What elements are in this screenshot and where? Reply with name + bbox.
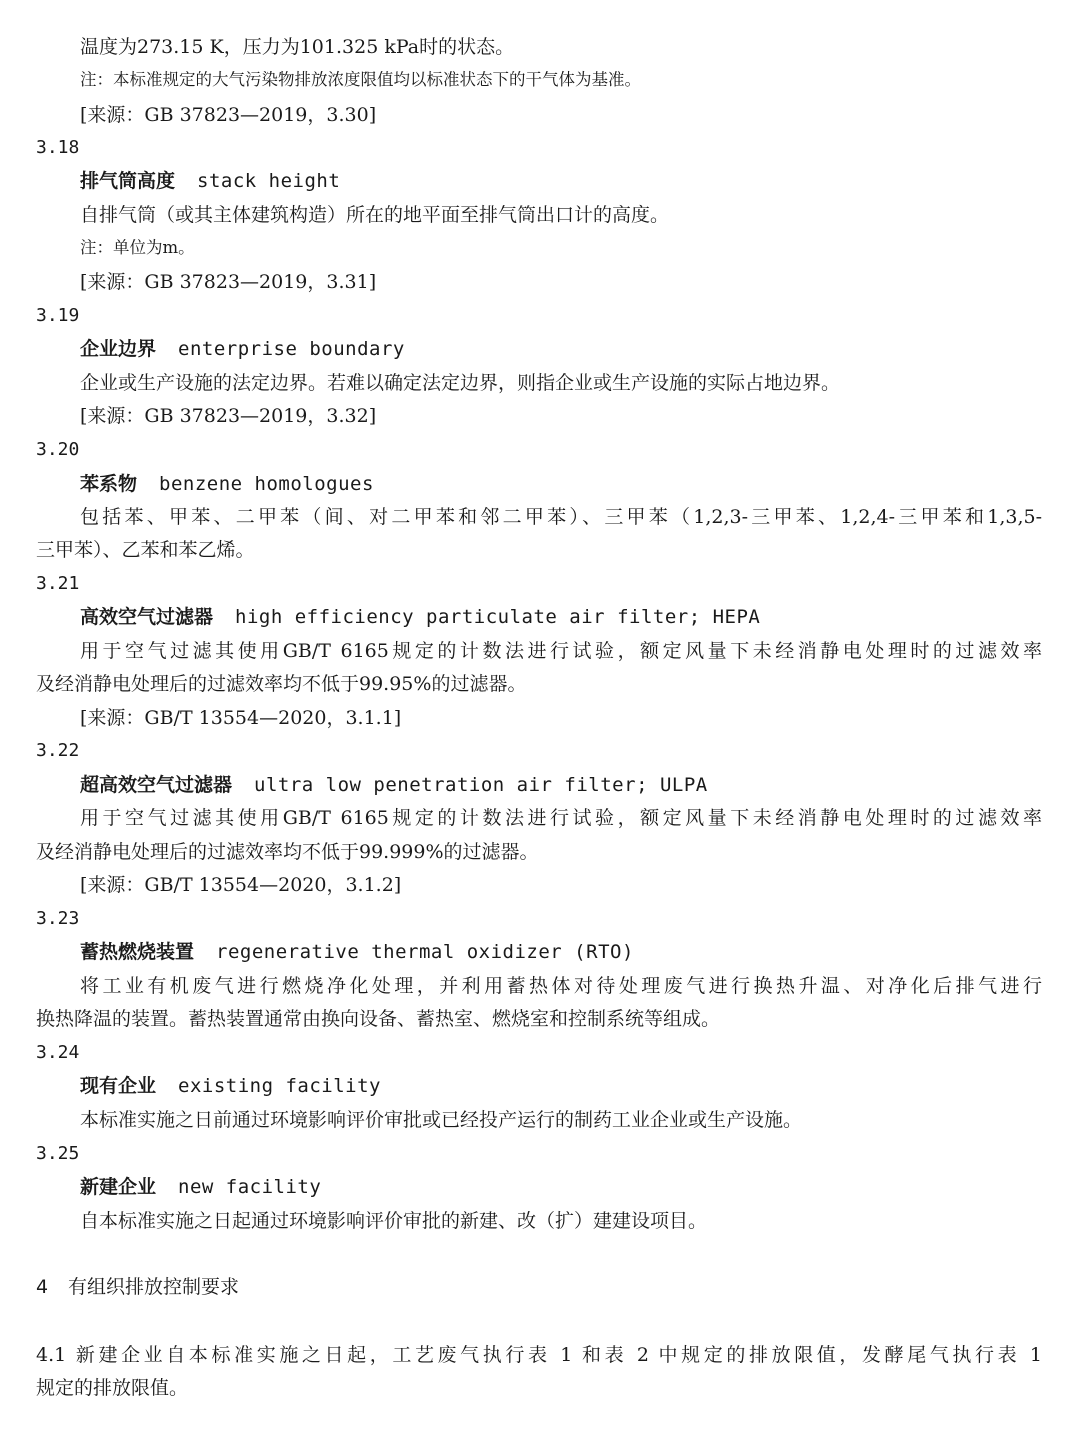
term-zh: 企业边界 bbox=[80, 338, 157, 360]
source-citation: [来源：GB/T 13554—2020，3.1.1] bbox=[80, 707, 402, 729]
definition-line: 将工业有机废气进行燃烧净化处理，并利用蓄热体对待处理废气进行换热升温、对净化后排气进行 bbox=[80, 975, 1042, 997]
clause-number: 3.22 bbox=[36, 740, 80, 761]
term-zh: 苯系物 bbox=[80, 473, 138, 495]
note-line: 注：单位为m。 bbox=[80, 238, 195, 257]
term-title bbox=[80, 1170, 321, 1204]
definition-line: 用于空气过滤其使用GB/T 6165规定的计数法进行试验，额定风量下未经消静电处理时的过滤效率 bbox=[80, 640, 1042, 662]
clause-number: 3.19 bbox=[36, 305, 80, 326]
term-title bbox=[80, 467, 374, 501]
definition-line: 企业或生产设施的法定边界。若难以确定法定边界，则指企业或生产设施的实际占地边界。 bbox=[80, 372, 841, 394]
section-heading bbox=[36, 1270, 239, 1304]
clause-number: 3.21 bbox=[36, 573, 80, 594]
term-en: existing facility bbox=[178, 1075, 381, 1097]
paragraph-line: 4.1 新建企业自本标准实施之日起，工艺废气执行表 1 和表 2 中规定的排放限值，发酵尾气执行表 1 bbox=[36, 1344, 1042, 1366]
term-zh: 新建企业 bbox=[80, 1176, 157, 1198]
term-en: ultra low penetration air filter; ULPA bbox=[254, 774, 708, 796]
source-citation: [来源：GB 37823—2019，3.30] bbox=[80, 104, 377, 126]
term-en: benzene homologues bbox=[159, 473, 374, 495]
term-zh: 现有企业 bbox=[80, 1075, 157, 1097]
term-title bbox=[80, 768, 708, 802]
term-en: enterprise boundary bbox=[178, 338, 405, 360]
section-title: 有组织排放控制要求 bbox=[68, 1276, 240, 1298]
term-zh: 蓄热燃烧装置 bbox=[80, 941, 195, 963]
term-title bbox=[80, 600, 760, 634]
term-en: stack height bbox=[197, 170, 341, 192]
term-title bbox=[80, 935, 634, 969]
source-citation: [来源：GB 37823—2019，3.31] bbox=[80, 271, 377, 293]
definition-line: 三甲苯）、乙苯和苯乙烯。 bbox=[36, 539, 255, 561]
text-line: 温度为273.15 K，压力为101.325 kPa时的状态。 bbox=[80, 36, 515, 58]
term-en: high efficiency particulate air filter; HEPA bbox=[235, 606, 761, 628]
section-number: 4 bbox=[36, 1276, 49, 1298]
note-line: 注：本标准规定的大气污染物排放浓度限值均以标准状态下的干气体为基准。 bbox=[80, 70, 641, 89]
definition-line: 及经消静电处理后的过滤效率均不低于99.999%的过滤器。 bbox=[36, 841, 539, 863]
source-citation: [来源：GB 37823—2019，3.32] bbox=[80, 405, 377, 427]
definition-line: 及经消静电处理后的过滤效率均不低于99.95%的过滤器。 bbox=[36, 673, 527, 695]
term-zh: 排气筒高度 bbox=[80, 170, 176, 192]
definition-line: 自本标准实施之日起通过环境影响评价审批的新建、改（扩）建建设项目。 bbox=[80, 1210, 708, 1232]
term-title bbox=[80, 164, 340, 198]
term-title bbox=[80, 1069, 381, 1103]
definition-line: 包括苯、甲苯、二甲苯（间、对二甲苯和邻二甲苯）、三甲苯（1,2,3-三甲苯、1,2,4-三甲苯和1,3,5- bbox=[80, 506, 1042, 528]
term-en: regenerative thermal oxidizer (RTO) bbox=[216, 941, 634, 963]
term-zh: 超高效空气过滤器 bbox=[80, 774, 233, 796]
term-zh: 高效空气过滤器 bbox=[80, 606, 214, 628]
clause-number: 3.23 bbox=[36, 908, 80, 929]
definition-line: 自排气筒（或其主体建筑构造）所在的地平面至排气筒出口计的高度。 bbox=[80, 204, 670, 226]
paragraph-line: 规定的排放限值。 bbox=[36, 1377, 189, 1399]
clause-number: 3.18 bbox=[36, 137, 80, 158]
source-citation: [来源：GB/T 13554—2020，3.1.2] bbox=[80, 874, 402, 896]
definition-line: 用于空气过滤其使用GB/T 6165规定的计数法进行试验，额定风量下未经消静电处理时的过滤效率 bbox=[80, 807, 1042, 829]
clause-number: 3.25 bbox=[36, 1143, 80, 1164]
clause-number: 3.24 bbox=[36, 1042, 80, 1063]
definition-line: 本标准实施之日前通过环境影响评价审批或已经投产运行的制药工业企业或生产设施。 bbox=[80, 1109, 803, 1131]
definition-line: 换热降温的装置。蓄热装置通常由换向设备、蓄热室、燃烧室和控制系统等组成。 bbox=[36, 1008, 721, 1030]
clause-number: 3.20 bbox=[36, 439, 80, 460]
term-en: new facility bbox=[178, 1176, 322, 1198]
term-title bbox=[80, 332, 405, 366]
